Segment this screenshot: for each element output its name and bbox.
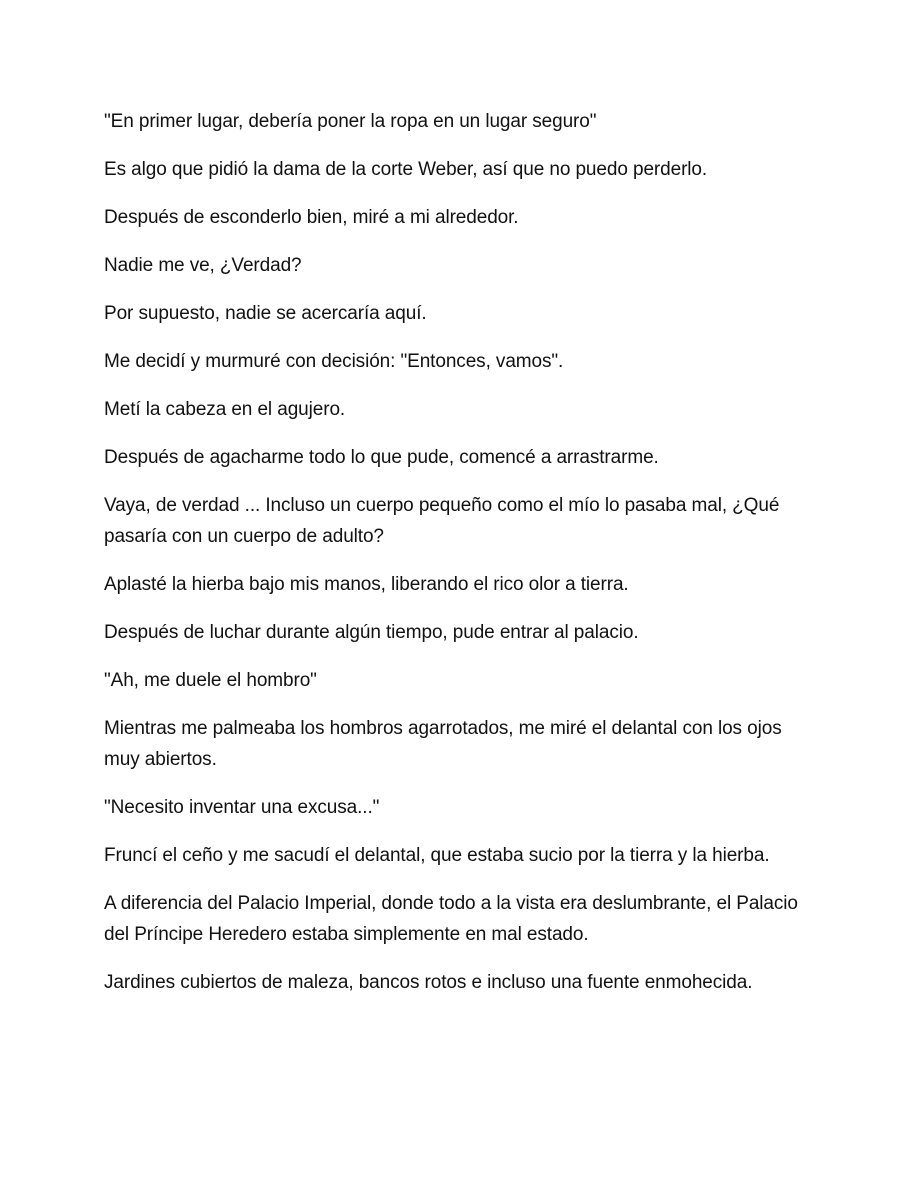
paragraph: Me decidí y murmuré con decisión: "Entonces, vamos". bbox=[104, 351, 564, 372]
paragraph: Mientras me palmeaba los hombros agarrotados, me miré el delantal con los ojos muy abiertos. bbox=[104, 718, 782, 770]
paragraph: "En primer lugar, debería poner la ropa en un lugar seguro" bbox=[104, 111, 597, 132]
document-body bbox=[104, 106, 804, 1015]
paragraph: "Ah, me duele el hombro" bbox=[104, 670, 317, 691]
paragraph: "Necesito inventar una excusa..." bbox=[104, 797, 380, 818]
paragraph: Fruncí el ceño y me sacudí el delantal, que estaba sucio por la tierra y la hierba. bbox=[104, 845, 770, 866]
paragraph: Por supuesto, nadie se acercaría aquí. bbox=[104, 303, 427, 324]
paragraph: Nadie me ve, ¿Verdad? bbox=[104, 255, 302, 276]
paragraph: Metí la cabeza en el agujero. bbox=[104, 399, 346, 420]
paragraph: A diferencia del Palacio Imperial, donde todo a la vista era deslumbrante, el Palacio del Príncipe Heredero estaba simplemente en mal estado. bbox=[104, 893, 798, 945]
paragraph: Es algo que pidió la dama de la corte Weber, así que no puedo perderlo. bbox=[104, 159, 708, 180]
paragraph: Después de agacharme todo lo que pude, comencé a arrastrarme. bbox=[104, 447, 659, 468]
paragraph: Después de esconderlo bien, miré a mi alrededor. bbox=[104, 207, 519, 228]
paragraph: Aplasté la hierba bajo mis manos, liberando el rico olor a tierra. bbox=[104, 574, 629, 595]
paragraph: Vaya, de verdad ... Incluso un cuerpo pequeño como el mío lo pasaba mal, ¿Qué pasaría con un cuerpo de adulto? bbox=[104, 495, 780, 547]
paragraph: Después de luchar durante algún tiempo, pude entrar al palacio. bbox=[104, 622, 639, 643]
paragraph: Jardines cubiertos de maleza, bancos rotos e incluso una fuente enmohecida. bbox=[104, 972, 753, 993]
